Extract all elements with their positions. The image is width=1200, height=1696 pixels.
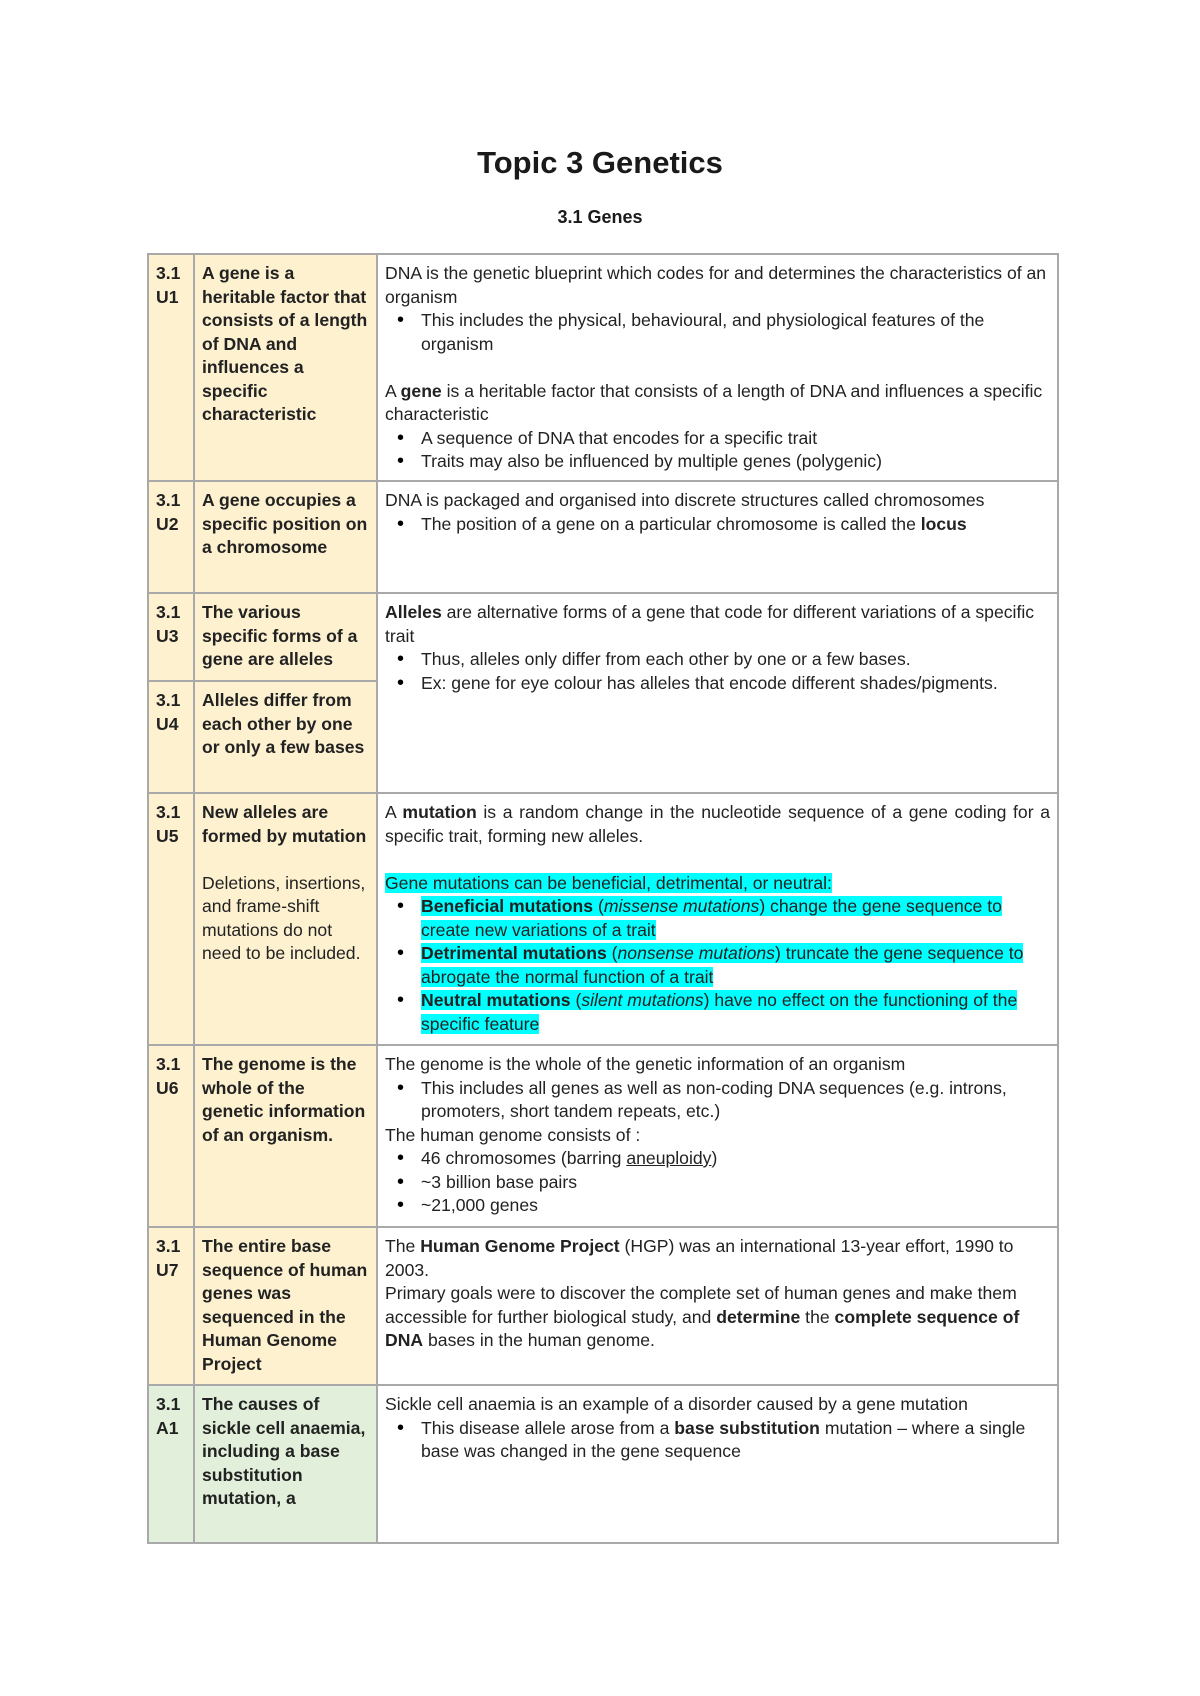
bullet-list <box>385 895 1050 1036</box>
bullet-list <box>385 309 1050 356</box>
content-text: A mutation is a random change in the nucleotide sequence of a gene coding for a specific trait, forming new alleles. <box>385 802 1050 846</box>
content-text: DNA is the genetic blueprint which codes for and determines the characteristics of an organism <box>385 263 1047 307</box>
list-item: • Traits may also be influenced by multiple genes (polygenic) <box>421 450 1050 474</box>
heading-note: Deletions, insertions, and frame-shift mutations do not need to be included. <box>202 872 366 963</box>
row-code: 3.1 U6 <box>148 1045 194 1227</box>
aneuploidy-link: aneuploidy <box>626 1148 712 1168</box>
list-item: • Beneficial mutations (missense mutations) change the gene sequence to create new variations of a trait <box>421 895 1050 942</box>
list-item: • 46 chromosomes (barring aneuploidy) <box>421 1147 1050 1171</box>
row-code: 3.1 A1 <box>148 1385 194 1543</box>
table-row <box>148 481 1058 593</box>
content-text: Alleles are alternative forms of a gene that code for different variations of a specific trait <box>385 602 1035 646</box>
list-item: • This includes the physical, behavioural, and physiological features of the organism <box>421 309 1050 356</box>
row-code: 3.1 U5 <box>148 793 194 1045</box>
list-item: • Thus, alleles only differ from each other by one or a few bases. <box>421 648 1050 672</box>
list-item: • ~21,000 genes <box>421 1194 1050 1218</box>
bullet-list <box>385 427 1050 474</box>
content-text: Primary goals were to discover the complete set of human genes and make them accessible for further biological study, and determine the complete sequence of DNA bases in the human genome. <box>385 1283 1020 1350</box>
row-code: 3.1 U4 <box>148 681 194 793</box>
row-content <box>377 1385 1058 1543</box>
list-item: • Ex: gene for eye colour has alleles that encode different shades/pigments. <box>421 672 1050 696</box>
content-text: The human genome consists of : <box>385 1124 641 1145</box>
table-row <box>148 1385 1058 1543</box>
row-code: 3.1 U3 <box>148 593 194 681</box>
bullet-list <box>385 1147 1050 1218</box>
row-code: 3.1 U2 <box>148 481 194 593</box>
table-row <box>148 1227 1058 1385</box>
heading-text: New alleles are formed by mutation <box>202 802 367 846</box>
row-heading: The genome is the whole of the genetic information of an organism. <box>194 1045 377 1227</box>
row-heading <box>194 793 377 1045</box>
row-heading: The entire base sequence of human genes was sequenced in the Human Genome Project <box>194 1227 377 1385</box>
row-content <box>377 793 1058 1045</box>
row-heading: A gene occupies a specific position on a chromosome <box>194 481 377 593</box>
row-heading: A gene is a heritable factor that consists of a length of DNA and influences a specific characteristic <box>194 254 377 481</box>
list-item: • Detrimental mutations (nonsense mutations) truncate the gene sequence to abrogate the normal function of a trait <box>421 942 1050 989</box>
section-subtitle: 3.1 Genes <box>557 207 643 227</box>
page-title: Topic 3 Genetics <box>477 145 723 180</box>
row-content <box>377 1227 1058 1385</box>
row-heading: The causes of sickle cell anaemia, including a base substitution mutation, a <box>194 1385 377 1543</box>
list-item: • This includes all genes as well as non-coding DNA sequences (e.g. introns, promoters, short tandem repeats, etc.) <box>421 1077 1050 1124</box>
row-code: 3.1 U7 <box>148 1227 194 1385</box>
content-text: Sickle cell anaemia is an example of a disorder caused by a gene mutation <box>385 1394 968 1414</box>
bullet-list <box>385 513 1050 537</box>
content-text: DNA is packaged and organised into discrete structures called chromosomes <box>385 490 985 510</box>
highlighted-text: Gene mutations can be beneficial, detrimental, or neutral: <box>385 872 832 893</box>
list-item: • A sequence of DNA that encodes for a specific trait <box>421 427 1050 451</box>
content-text: A gene is a heritable factor that consists of a length of DNA and influences a specific characteristic <box>385 380 1043 424</box>
table-row <box>148 593 1058 681</box>
row-content <box>377 254 1058 481</box>
content-text: The genome is the whole of the genetic information of an organism <box>385 1054 906 1074</box>
content-text: The Human Genome Project (HGP) was an international 13-year effort, 1990 to 2003. <box>385 1236 1014 1280</box>
row-heading: The various specific forms of a gene are alleles <box>194 593 377 681</box>
list-item: • ~3 billion base pairs <box>421 1171 1050 1195</box>
table-row <box>148 793 1058 1045</box>
list-item: • The position of a gene on a particular chromosome is called the locus <box>421 513 1050 537</box>
row-content <box>377 1045 1058 1227</box>
list-item: • Neutral mutations (silent mutations) have no effect on the functioning of the specific feature <box>421 989 1050 1036</box>
table-row <box>148 1045 1058 1227</box>
bullet-list <box>385 648 1050 695</box>
row-content <box>377 593 1058 793</box>
row-heading: Alleles differ from each other by one or only a few bases <box>194 681 377 793</box>
table-row <box>148 254 1058 481</box>
bullet-list <box>385 1077 1050 1124</box>
row-code: 3.1 U1 <box>148 254 194 481</box>
row-content <box>377 481 1058 593</box>
notes-table <box>147 253 1059 1544</box>
list-item: • This disease allele arose from a base substitution mutation – where a single base was changed in the gene sequence <box>421 1417 1050 1464</box>
bullet-list <box>385 1417 1050 1464</box>
